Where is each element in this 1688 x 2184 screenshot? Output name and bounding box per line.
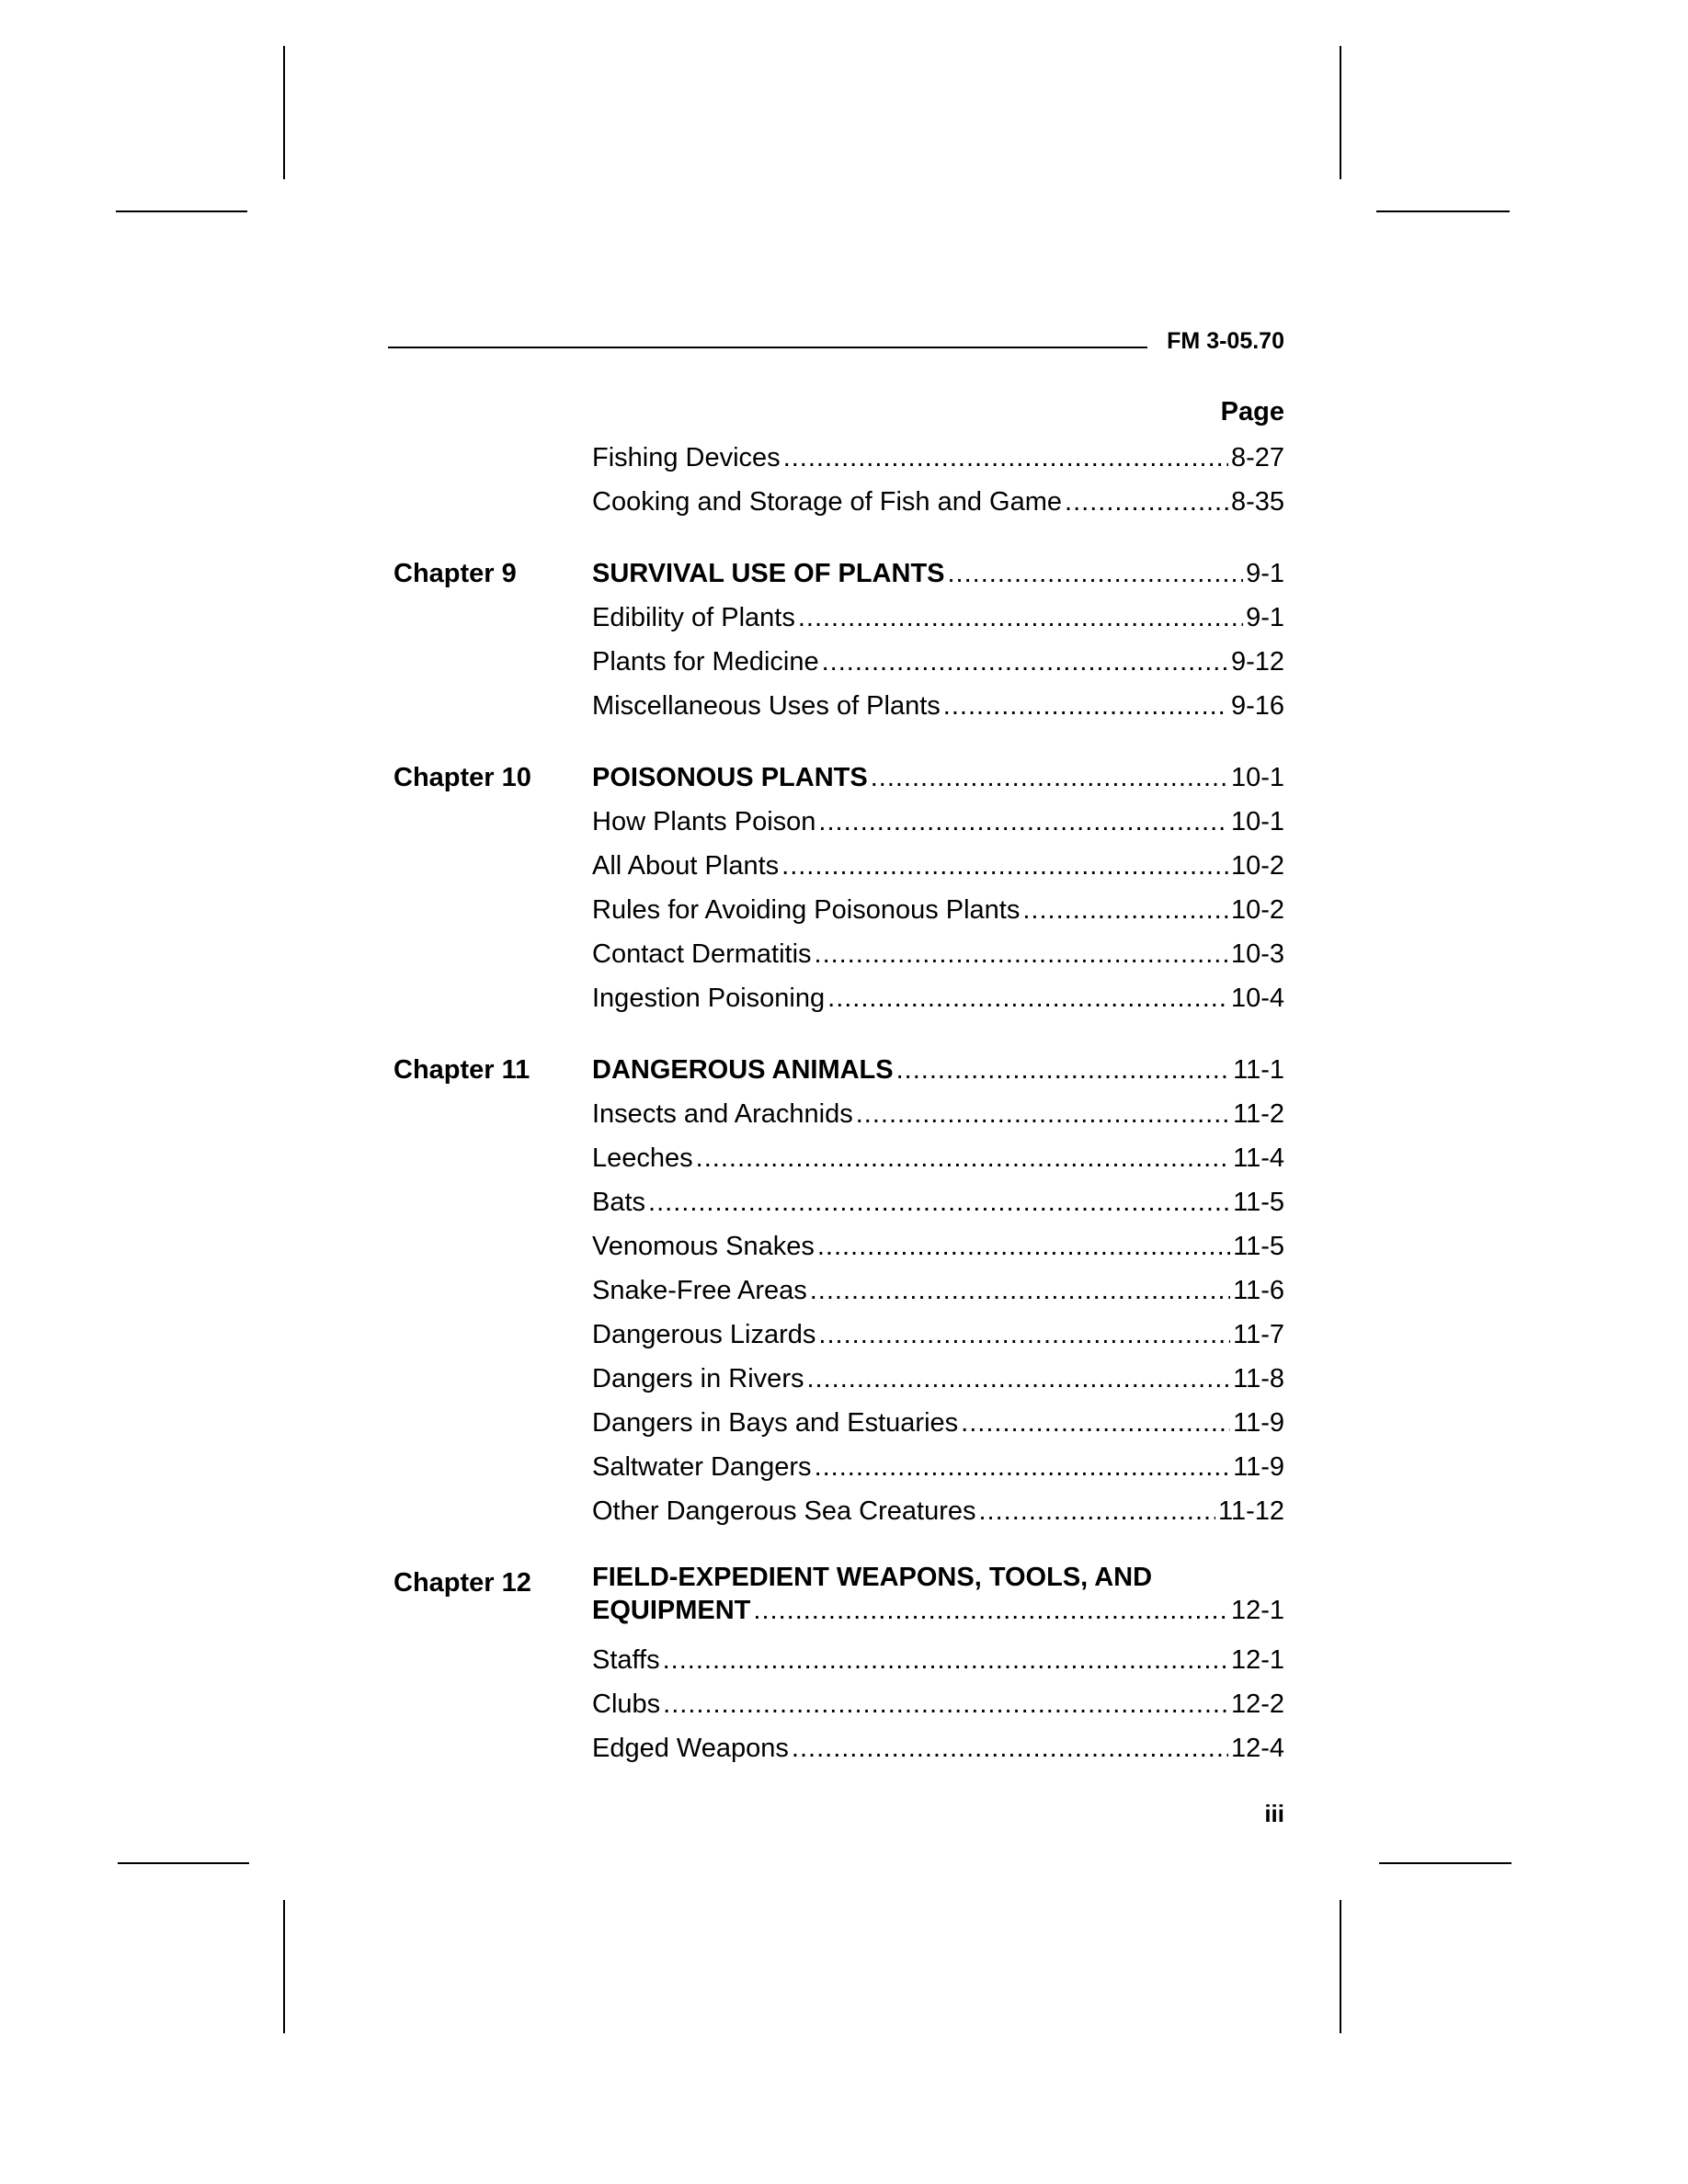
toc-entry-page: 10-1 <box>1230 807 1284 836</box>
dot-leader <box>961 1401 1230 1445</box>
toc-entry[interactable] <box>592 1180 1284 1224</box>
chapter-label: Chapter 10 <box>393 763 531 792</box>
page-number: iii <box>1264 1800 1284 1827</box>
toc-entry-title: Dangers in Rivers <box>592 1364 804 1393</box>
chapter-title: SURVIVAL USE OF PLANTS <box>592 559 945 588</box>
toc-entry-page: 8-27 <box>1230 443 1284 472</box>
toc-entry[interactable] <box>592 1313 1284 1357</box>
dot-leader <box>783 436 1228 480</box>
toc-entry-title: Snake-Free Areas <box>592 1276 807 1305</box>
chapter-page: 9-1 <box>1246 559 1284 588</box>
dot-leader <box>663 1638 1228 1682</box>
toc-entry[interactable] <box>592 932 1284 976</box>
dot-leader <box>979 1489 1215 1533</box>
toc-entry-page: 9-16 <box>1230 691 1284 721</box>
dot-leader <box>856 1092 1230 1136</box>
toc-entry-page: 10-3 <box>1230 939 1284 969</box>
toc-entry-title: Saltwater Dangers <box>592 1452 812 1482</box>
toc-entry-title: Clubs <box>592 1689 661 1719</box>
toc-entry-title: Venomous Snakes <box>592 1232 815 1261</box>
dot-leader <box>815 932 1228 976</box>
toc-entry-title: Staffs <box>592 1645 660 1675</box>
dot-leader <box>792 1726 1228 1770</box>
toc-entry[interactable] <box>592 1726 1284 1770</box>
toc-entry[interactable] <box>592 888 1284 932</box>
toc-entry-page: 8-35 <box>1230 487 1284 517</box>
toc-entry[interactable] <box>592 684 1284 728</box>
crop-mark-bottom-right-vertical <box>1340 1900 1341 2033</box>
dot-leader <box>948 552 1244 596</box>
crop-mark-top-left-vertical <box>283 46 285 179</box>
dot-leader <box>818 800 1228 844</box>
toc-entry-title: Edibility of Plants <box>592 603 795 632</box>
toc-entry-title: Dangerous Lizards <box>592 1320 816 1349</box>
toc-entry-page: 12-1 <box>1230 1645 1284 1675</box>
toc-entry[interactable] <box>592 976 1284 1020</box>
dot-leader <box>648 1180 1230 1224</box>
toc-entry-title: Dangers in Bays and Estuaries <box>592 1408 959 1438</box>
chapter-title-entry[interactable] <box>592 1594 1284 1627</box>
dot-leader <box>810 1268 1230 1313</box>
toc-entry-page: 10-4 <box>1230 984 1284 1013</box>
dot-leader <box>818 1313 1230 1357</box>
toc-entry-title: Bats <box>592 1188 646 1217</box>
chapter-section-10 <box>393 756 1284 1020</box>
dot-leader <box>696 1136 1230 1180</box>
header-rule <box>388 347 1147 348</box>
toc-entry[interactable] <box>592 1401 1284 1445</box>
chapter-label: Chapter 9 <box>393 559 517 588</box>
toc-entry-page: 11-4 <box>1233 1143 1284 1173</box>
dot-leader <box>817 1224 1230 1268</box>
chapter-page: 10-1 <box>1230 763 1284 792</box>
toc-entry-page: 12-4 <box>1230 1734 1284 1763</box>
dot-leader <box>871 756 1228 800</box>
chapter-section-11 <box>393 1048 1284 1533</box>
toc-entry[interactable] <box>592 1357 1284 1401</box>
toc-entry[interactable] <box>592 1092 1284 1136</box>
toc-entry-title: Leeches <box>592 1143 693 1173</box>
toc-entry[interactable] <box>592 1136 1284 1180</box>
toc-entry-title: All About Plants <box>592 851 780 881</box>
chapter-title: POISONOUS PLANTS <box>592 763 868 792</box>
chapter-label: Chapter 11 <box>393 1055 530 1085</box>
dot-leader <box>943 684 1228 728</box>
chapter-title-line-1: FIELD-EXPEDIENT WEAPONS, TOOLS, AND <box>592 1563 1153 1592</box>
toc-entry[interactable] <box>592 844 1284 888</box>
toc-entry-title: Fishing Devices <box>592 443 781 472</box>
toc-entry-page: 9-1 <box>1246 603 1284 632</box>
crop-mark-bottom-right-horizontal <box>1379 1862 1511 1864</box>
toc-entry[interactable] <box>592 1445 1284 1489</box>
page-column-label: Page <box>1220 397 1284 427</box>
toc-entry-title: Plants for Medicine <box>592 647 819 677</box>
document-id: FM 3-05.70 <box>1167 328 1284 354</box>
toc-entry-page: 11-2 <box>1233 1099 1284 1129</box>
toc-entry[interactable] <box>592 1224 1284 1268</box>
chapter-title-entry[interactable] <box>592 552 1284 596</box>
toc-entry-page: 11-7 <box>1233 1320 1284 1349</box>
toc-entry-page: 11-5 <box>1233 1232 1284 1261</box>
toc-entry-title: Miscellaneous Uses of Plants <box>592 691 941 721</box>
toc-entry-title: Insects and Arachnids <box>592 1099 853 1129</box>
dot-leader <box>1022 888 1228 932</box>
crop-mark-top-left-horizontal <box>116 210 247 212</box>
chapter-label: Chapter 12 <box>393 1568 531 1598</box>
dot-leader <box>815 1445 1231 1489</box>
chapter-title-entry[interactable] <box>592 756 1284 800</box>
crop-mark-top-right-horizontal <box>1376 210 1510 212</box>
toc-entry-page: 10-2 <box>1230 895 1284 925</box>
toc-entry-page: 11-9 <box>1233 1408 1284 1438</box>
crop-mark-top-right-vertical <box>1340 46 1341 179</box>
toc-entry-title: Other Dangerous Sea Creatures <box>592 1496 976 1526</box>
toc-entry-title: Cooking and Storage of Fish and Game <box>592 487 1063 517</box>
toc-entry[interactable] <box>592 1638 1284 1682</box>
toc-entry-page: 10-2 <box>1230 851 1284 881</box>
chapter-page: 12-1 <box>1230 1596 1284 1625</box>
crop-mark-bottom-left-horizontal <box>118 1862 249 1864</box>
toc-entry[interactable] <box>592 436 1284 480</box>
chapter-title: DANGEROUS ANIMALS <box>592 1055 894 1085</box>
toc-entry-page: 11-9 <box>1233 1452 1284 1482</box>
dot-leader <box>663 1682 1228 1726</box>
toc-entry-page: 12-2 <box>1230 1689 1284 1719</box>
dot-leader <box>827 976 1228 1020</box>
toc-entry-page: 11-5 <box>1233 1188 1284 1217</box>
chapter-title-entry[interactable] <box>592 1048 1284 1092</box>
chapter-section-12 <box>393 1561 1284 1770</box>
dot-leader <box>1065 480 1228 524</box>
dot-leader <box>806 1357 1230 1401</box>
toc-entry[interactable] <box>592 480 1284 524</box>
toc-entry-title: Ingestion Poisoning <box>592 984 826 1013</box>
continued-section <box>393 436 1284 524</box>
toc-entry[interactable] <box>592 800 1284 844</box>
chapter-section-9 <box>393 552 1284 728</box>
chapter-page: 11-1 <box>1233 1055 1284 1085</box>
toc-entry[interactable] <box>592 1682 1284 1726</box>
toc-entry[interactable] <box>592 1268 1284 1313</box>
toc-entry[interactable] <box>592 1489 1284 1533</box>
toc-entry[interactable] <box>592 596 1284 640</box>
chapter-title-line-2: EQUIPMENT <box>592 1596 751 1625</box>
dot-leader <box>753 1594 1228 1627</box>
toc-entry-title: Edged Weapons <box>592 1734 789 1763</box>
dot-leader <box>798 596 1243 640</box>
toc-entry-page: 11-12 <box>1217 1496 1284 1526</box>
toc-entry-page: 9-12 <box>1230 647 1284 677</box>
toc-entry-title: Contact Dermatitis <box>592 939 812 969</box>
dot-leader <box>781 844 1228 888</box>
toc-entry-title: Rules for Avoiding Poisonous Plants <box>592 895 1021 925</box>
toc-entry-page: 11-8 <box>1233 1364 1284 1393</box>
toc-entry[interactable] <box>592 640 1284 684</box>
dot-leader <box>822 640 1228 684</box>
crop-mark-bottom-left-vertical <box>283 1900 285 2033</box>
table-of-contents <box>393 436 1284 1798</box>
toc-entry-page: 11-6 <box>1233 1276 1284 1305</box>
toc-entry-title: How Plants Poison <box>592 807 816 836</box>
dot-leader <box>896 1048 1231 1092</box>
